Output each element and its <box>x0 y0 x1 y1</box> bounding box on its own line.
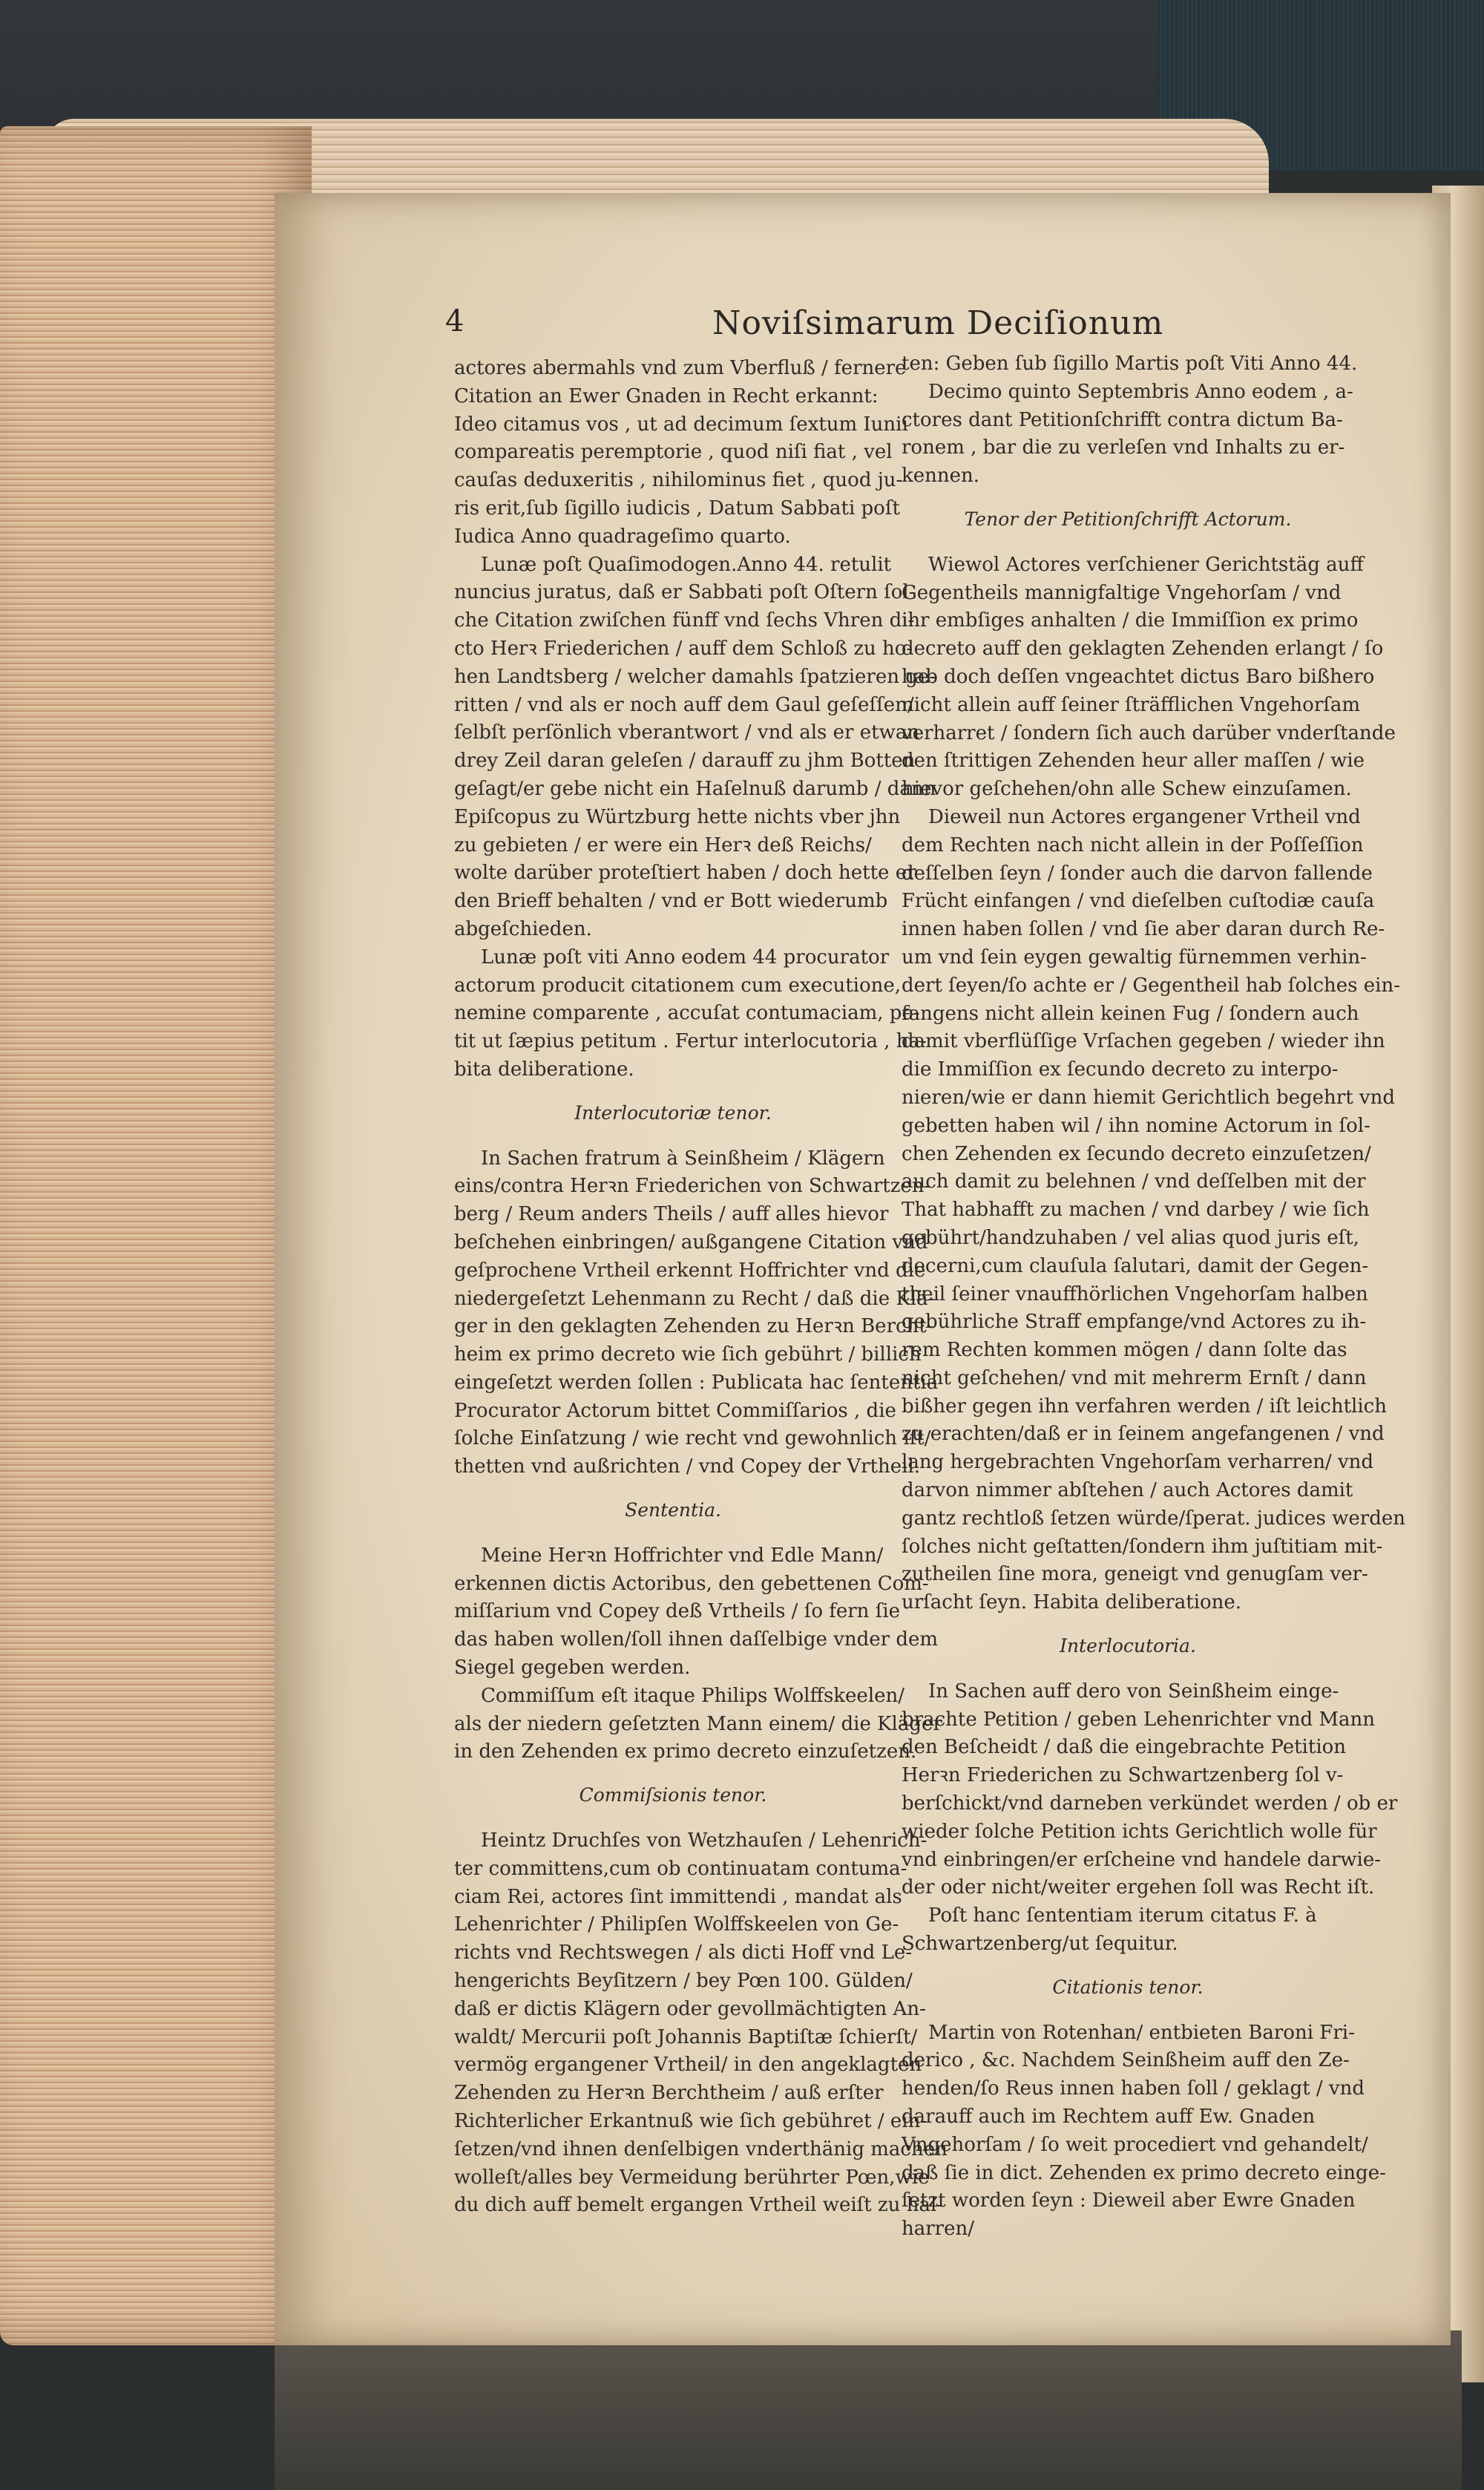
table-surface <box>275 2330 1462 2490</box>
text-line: fangens nicht allein keinen Fug / ſondern auch <box>902 1002 1359 1025</box>
text-line: actorum producit citationem cum executione, <box>454 974 902 997</box>
text-line: verharret / ſondern ſich auch darüber vnderſtande <box>902 721 1396 744</box>
text-line: den Brieff behalten / vnd er Bott wiederumb <box>454 890 888 913</box>
left-column <box>454 355 948 2220</box>
text-line: ris erit,ſub ſigillo iudicis , Datum Sabbati poſt <box>454 497 900 520</box>
text-line: die Immiſſion ex ſecundo decreto zu interpo- <box>902 1058 1339 1081</box>
text-line: miſſarium vnd Copey deß Vrtheils / ſo fern ſie <box>454 1600 901 1623</box>
text-line: compareatis peremptorie , quod niſi fiat , vel <box>454 441 893 464</box>
text-line: eingeſetzt werden ſollen : Publicata hac ſententia <box>454 1371 939 1394</box>
text-line: vermög ergangener Vrtheil/ in den angeklagten <box>454 2054 922 2077</box>
text-line: brachte Petition / geben Lehenrichter vnd Mann <box>902 1708 1376 1731</box>
text-line: geſprochene Vrtheil erkennt Hoffrichter vnd die <box>454 1259 926 1282</box>
text-line: gebetten haben wil / ihn nomine Actorum in ſol- <box>902 1114 1370 1137</box>
text-line: hen Landtsberg / welcher damahls ſpatzieren ge- <box>454 665 936 688</box>
text-line: zu gebieten / er were ein Herꝛ deß Reichs/ <box>454 833 872 856</box>
text-line: ronem , bar die zu verleſen vnd Inhalts zu er- <box>902 436 1345 459</box>
section-caption: Interlocutoria. <box>1060 1635 1196 1657</box>
page-number: 4 <box>445 304 464 338</box>
text-line: zu erachten/daß er in ſeinem angefangenen / vnd <box>902 1423 1385 1446</box>
section-caption: Interlocutoriæ tenor. <box>574 1101 772 1124</box>
text-line: innen haben ſollen / vnd ſie aber daran durch Re- <box>902 918 1385 941</box>
text-line: Vngehorſam / ſo weit procediert vnd gehandelt/ <box>902 2133 1368 2156</box>
text-line: che Citation zwiſchen fünff vnd ſechs Vhren di- <box>454 609 915 632</box>
text-line: Meine Herꝛn Hoffrichter vnd Edle Mann/ <box>481 1544 884 1567</box>
text-line: lang hergebrachten Vngehorſam verharren/ vnd <box>902 1451 1374 1474</box>
text-line: Richterlicher Erkantnuß wie ſich gebühret / ein- <box>454 2110 928 2133</box>
text-line: actores abermahls vnd zum Vberfluß / fernere <box>454 357 907 379</box>
text-line: ſetzt worden ſeyn : Dieweil aber Ewre Gnaden <box>902 2189 1356 2212</box>
text-line: Procurator Actorum bittet Commiſſarios , die <box>454 1399 896 1422</box>
text-line: Lunæ poſt Quaſimodogen.Anno 44. retulit <box>481 553 892 576</box>
text-line: zutheilen ſine mora, geneigt vnd genugſam ver- <box>902 1563 1368 1586</box>
section-caption: Citationis tenor. <box>1052 1976 1204 1998</box>
text-line: erkennen dictis Actoribus, den gebettenen Com- <box>454 1572 929 1595</box>
text-line: darvon nimmer abſtehen / auch Actores damit <box>902 1479 1353 1502</box>
text-line: berg / Reum anders Theils / auff alles hievor <box>454 1203 889 1226</box>
text-line: als der niedern geſetzten Mann einem/ die Kläger <box>454 1712 942 1735</box>
text-line: In Sachen fratrum à Seinßheim / Klägern <box>481 1147 885 1170</box>
text-line: waldt/ Mercurii poſt Johannis Baptiſtæ ſchierſt/ <box>454 2025 918 2048</box>
text-line: ctores dant Petitionſchrifft contra dictum Ba- <box>902 408 1343 431</box>
text-line: ciam Rei, actores ſint immittendi , mandat als <box>454 1885 902 1908</box>
text-line: drey Zeil daran geleſen / darauff zu jhm Botten <box>454 750 916 773</box>
text-line: den Beſcheidt / daß die eingebrachte Petition <box>902 1736 1347 1759</box>
text-line: Heintz Druchſes von Wetzhauſen / Lehenrich- <box>481 1829 928 1852</box>
text-line: That habhafft zu machen / vnd darbey / wie ſich <box>902 1199 1370 1222</box>
text-line: in den Zehenden ex primo decreto einzuſetzen. <box>454 1740 917 1763</box>
text-line: Frücht einfangen / vnd dieſelben cuſtodiæ cauſa <box>902 890 1375 913</box>
text-line: Zehenden zu Herꝛn Berchtheim / auß erſter <box>454 2082 884 2105</box>
text-line: auch damit zu belehnen / vnd deſſelben mit der <box>902 1170 1366 1193</box>
text-line: rem Rechten kommen mögen / dann ſolte das <box>902 1339 1347 1362</box>
text-line: daß er dictis Klägern oder gevollmächtigten An- <box>454 1997 926 2020</box>
text-line: thetten vnd außrichten / vnd Copey der Vrtheil. <box>454 1455 921 1478</box>
text-line: du dich auff bemelt ergangen Vrtheil weiſt zu hal- <box>454 2194 944 2217</box>
text-line: Iudica Anno quadrageſimo quarto. <box>454 525 791 548</box>
text-line: kennen. <box>902 465 980 488</box>
text-line: harren/ <box>902 2218 974 2241</box>
text-line: nieren/wie er dann hiemit Gerichtlich begehrt vnd <box>902 1086 1395 1109</box>
text-line: ſolche Einſatzung / wie recht vnd gewohnlich iſt/ <box>454 1427 931 1450</box>
text-line: tit ut ſæpius petitum . Fertur interlocutoria , ha- <box>454 1030 927 1053</box>
text-line: Ideo citamus vos , ut ad decimum ſextum Iunii <box>454 413 908 436</box>
text-line: deſſelben ſeyn / ſonder auch die darvon fallende <box>902 862 1373 885</box>
text-line: ten: Geben ſub ſigillo Martis poſt Viti Anno 44. <box>902 353 1358 375</box>
right-column <box>902 350 1405 2244</box>
text-line: ſetzen/vnd ihnen denſelbigen vnderthänig machen <box>454 2137 948 2160</box>
text-line: hievor geſchehen/ohn alle Schew einzuſamen. <box>902 778 1352 801</box>
section-caption: Commiſsionis tenor. <box>579 1784 767 1806</box>
text-line: wieder ſolche Petition ichts Gerichtlich wolle für <box>902 1820 1377 1843</box>
text-line: eins/contra Herꝛn Friederichen von Schwartzen- <box>454 1175 931 1198</box>
text-line: der oder nicht/weiter ergehen ſoll was Recht iſt. <box>902 1876 1375 1899</box>
text-line: Epiſcopus zu Würtzburg hette nichts vber jhn <box>454 805 901 828</box>
text-line: um vnd ſein eygen gewaltig fürnemmen verhin- <box>902 946 1367 969</box>
text-line: geſagt/er gebe nicht ein Haſelnuß darumb / dann <box>454 777 936 800</box>
text-line: gebührt/handzuhaben / vel alias quod juris eſt, <box>902 1226 1359 1249</box>
text-line: Decimo quinto Septembris Anno eodem , a- <box>928 380 1353 403</box>
text-line: daß ſie in dict. Zehenden ex primo decreto einge- <box>902 2161 1386 2184</box>
text-line: chen Zehenden ex ſecundo decreto einzuſetzen/ <box>902 1142 1371 1165</box>
text-line: wolleſt/alles bey Vermeidung berührter Pœn,wie <box>454 2166 930 2189</box>
text-line: Lunæ poſt viti Anno eodem 44 procurator <box>481 946 890 969</box>
text-line: ger in den geklagten Zehenden zu Herꝛn Bercht- <box>454 1315 933 1338</box>
text-line: nemine comparente , accuſat contumaciam, pe- <box>454 1002 920 1025</box>
text-line: ter committens,cum ob continuatam contuma- <box>454 1857 907 1880</box>
text-line: ritten / vnd als er noch auff dem Gaul geſeſſen/ <box>454 693 914 716</box>
text-line: Lehenrichter / Philipſen Wolffskeelen von Ge- <box>454 1913 899 1936</box>
text-line: Commiſſum eſt itaque Philips Wolffskeelen/ <box>481 1684 905 1707</box>
text-line: In Sachen auff dero von Seinßheim einge- <box>928 1680 1339 1703</box>
text-line: derico , &c. Nachdem Seinßheim auff den Ze- <box>902 2049 1350 2072</box>
text-line: ſolches nicht geſtatten/ſondern ihm juſtitiam mit- <box>902 1535 1383 1558</box>
text-line: bita deliberatione. <box>454 1058 634 1081</box>
text-line: ſelbſt perſönlich vberantwort / vnd als er etwan <box>454 721 920 744</box>
text-line: Schwartzenberg/ut ſequitur. <box>902 1933 1178 1956</box>
text-line: nicht allein auff ſeiner ſträfflichen Vngehorſam <box>902 693 1361 716</box>
text-line: nicht geſchehen/ vnd mit mehrerm Ernſt / dann <box>902 1366 1367 1389</box>
running-head <box>445 304 1350 356</box>
text-line: damit vberflüſſige Vrſachen gegeben / wieder ihn <box>902 1030 1385 1053</box>
text-line: Citation an Ewer Gnaden in Recht erkannt: <box>454 384 879 407</box>
text-line: richts vnd Rechtswegen / als dicti Hoff vnd Le- <box>454 1942 913 1965</box>
text-line: Martin von Rotenhan/ entbieten Baroni Fri- <box>928 2021 1355 2044</box>
text-line: hab doch deſſen vngeachtet dictus Baro bißhero <box>902 665 1375 688</box>
section-caption: Tenor der Petitionſchrifft Actorum. <box>964 508 1292 530</box>
text-line: decreto auff den geklagten Zehenden erlangt / ſo <box>902 638 1384 661</box>
text-line: bißher gegen ihn verfahren werden / iſt leichtlich <box>902 1395 1387 1418</box>
text-line: wolte darüber proteſtiert haben / doch hette er <box>454 862 916 885</box>
text-line: Poſt hanc ſententiam iterum citatus F. à <box>928 1904 1317 1927</box>
text-line: gantz rechtloß ſetzen würde/ſperat. judices werden <box>902 1507 1405 1530</box>
text-line: urſacht ſeyn. Habita deliberatione. <box>902 1591 1242 1614</box>
text-line: Siegel gegeben werden. <box>454 1657 691 1680</box>
text-line: Herꝛn Friederichen zu Schwartzenberg ſol v- <box>902 1764 1344 1787</box>
text-line: gebührliche Straff empfange/vnd Actores zu ih- <box>902 1311 1367 1334</box>
text-line: beſchehen einbringen/ außgangene Citation vnd <box>454 1231 928 1254</box>
text-line: henden/ſo Reus innen haben ſoll / geklagt / vnd <box>902 2077 1365 2100</box>
text-line: hengerichts Beyſitzern / bey Pœn 100. Gülden/ <box>454 1970 913 1993</box>
text-line: decerni,cum clauſula ſalutari, damit der Gegen- <box>902 1254 1369 1277</box>
text-line: niedergeſetzt Lehenmann zu Recht / daß die Klä- <box>454 1287 935 1310</box>
section-caption: Sententia. <box>625 1499 721 1521</box>
book-page-edges <box>0 126 312 2345</box>
text-line: das haben wollen/ſoll ihnen daſſelbige vnder dem <box>454 1628 939 1651</box>
text-line: ihr embſiges anhalten / die Immiſſion ex primo <box>902 609 1359 632</box>
text-line: nuncius juratus, daß er Sabbati poſt Oſtern ſol- <box>454 581 916 604</box>
text-line: dem Rechten nach nicht allein in der Poſſeſſion <box>902 833 1364 856</box>
text-line: den ſtrittigen Zehenden heur aller maſſen / wie <box>902 750 1365 773</box>
text-line: heim ex primo decreto wie ſich gebührt / billich <box>454 1343 922 1366</box>
text-line: darauff auch im Rechtem auff Ew. Gnaden <box>902 2106 1316 2129</box>
text-line: theil ſeiner vnauffhörlichen Vngehorſam halben <box>902 1282 1368 1305</box>
text-line: berſchickt/vnd darneben verkündet werden / ob er <box>902 1792 1398 1815</box>
text-line: dert ſeyen/ſo achte er / Gegentheil hab ſolches ein- <box>902 974 1401 997</box>
running-title: Noviſsimarum Deciſionum <box>712 304 1164 342</box>
text-line: abgeſchieden. <box>454 917 592 940</box>
text-line: cto Herꝛ Friederichen / auff dem Schloß zu ho- <box>454 637 913 660</box>
text-line: Dieweil nun Actores ergangener Vrtheil vnd <box>928 805 1361 828</box>
text-line: vnd einbringen/er erſcheine vnd handele darwie- <box>902 1848 1382 1871</box>
text-line: Wiewol Actores verſchiener Gerichtstäg auff <box>928 553 1364 576</box>
text-line: Gegentheils mannigfaltige Vngehorſam / vnd <box>902 581 1342 604</box>
text-line: cauſas deduxeritis , nihilominus fiet , quod ju- <box>454 469 903 492</box>
